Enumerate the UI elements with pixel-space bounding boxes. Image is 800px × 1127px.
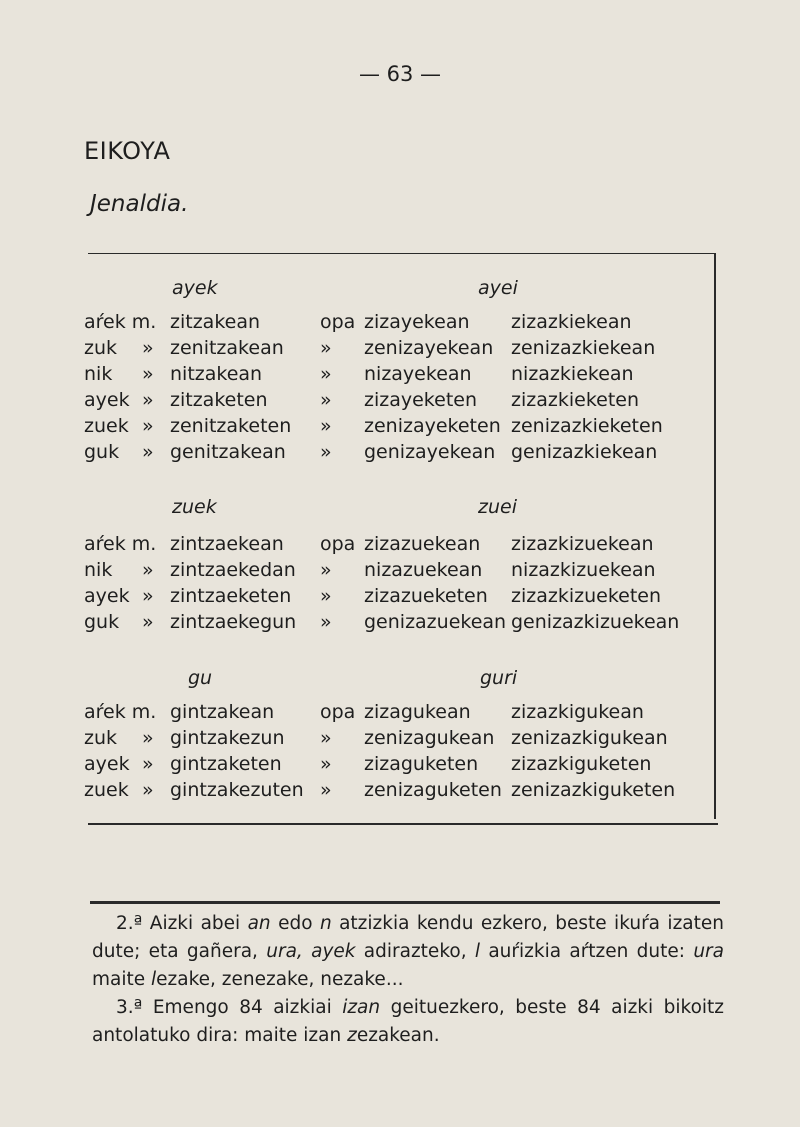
table-row — [0, 441, 800, 467]
ditto-mark: » — [142, 441, 154, 463]
verb-form-cell: genitzakean — [170, 441, 286, 463]
column-heading-right: zuei — [478, 496, 517, 518]
opa-cell: » — [320, 415, 332, 437]
ditto-mark: » — [142, 727, 154, 749]
verb-form-cell: zizazkiekean — [511, 311, 632, 333]
pronoun-cell: ayek — [84, 753, 130, 775]
verb-form-cell: zenizagukean — [364, 727, 495, 749]
table-row — [0, 753, 800, 779]
opa-cell: opa — [320, 701, 356, 723]
footnote-number: 3.ª — [116, 997, 143, 1018]
table-row — [0, 389, 800, 415]
section-subtitle: Jenaldia. — [90, 191, 189, 217]
verb-form-cell: zizazueketen — [364, 585, 488, 607]
footnotes — [92, 910, 724, 1050]
opa-cell: » — [320, 559, 332, 581]
footnote-text: auŕizkia aŕtzen dute: — [480, 941, 694, 962]
verb-form-cell: gintzaketen — [170, 753, 282, 775]
verb-form-cell: zintzaekegun — [170, 611, 297, 633]
verb-form-cell: zizazkieketen — [511, 389, 640, 411]
column-heading-left: gu — [188, 667, 213, 689]
verb-form-cell: nizayekean — [364, 363, 472, 385]
ditto-mark: » — [142, 415, 154, 437]
verb-form-cell: genizayekean — [364, 441, 496, 463]
pronoun-cell: ayek — [84, 585, 130, 607]
verb-form-cell: zizazkigukean — [511, 701, 644, 723]
verb-form-cell: zenizazkigukean — [511, 727, 668, 749]
footnote-rule — [90, 901, 720, 904]
verb-form-cell: gintzakezuten — [170, 779, 304, 801]
pronoun-cell: nik — [84, 559, 113, 581]
ditto-mark: » — [142, 585, 154, 607]
verb-form-cell: genizazkizuekean — [511, 611, 680, 633]
verb-form-cell: zizayekean — [364, 311, 470, 333]
footnote-text: maite — [92, 969, 152, 990]
table-row — [0, 363, 800, 389]
opa-cell: » — [320, 585, 332, 607]
opa-cell: opa — [320, 311, 356, 333]
column-heading-left: zuek — [172, 496, 217, 518]
table-row — [0, 533, 800, 559]
table-row — [0, 779, 800, 805]
footnote-italic: an — [247, 913, 271, 934]
verb-form-cell: zizaguketen — [364, 753, 479, 775]
opa-cell: » — [320, 363, 332, 385]
verb-form-cell: zenizayeketen — [364, 415, 501, 437]
pronoun-cell: ayek — [84, 389, 130, 411]
pronoun-cell: zuk — [84, 727, 118, 749]
page-number: — 63 — — [358, 62, 442, 86]
ditto-mark: » — [142, 389, 154, 411]
table-row — [0, 311, 800, 337]
footnote-text: edo — [270, 913, 320, 934]
footnote-italic: n — [319, 913, 332, 934]
pronoun-cell: aŕek m. — [84, 311, 157, 333]
footnote-italic: l — [151, 969, 157, 990]
footnote-text: atzizkia kendu ezkero, beste ikuŕa izaten dute; eta gañera, — [92, 913, 724, 962]
verb-form-cell: zenizayekean — [364, 337, 494, 359]
footnote-text: ezakean. — [356, 1025, 440, 1046]
verb-form-cell: zizayeketen — [364, 389, 477, 411]
verb-form-cell: genizazkiekean — [511, 441, 658, 463]
footnote-text: Emengo 84 aizkiai — [142, 997, 343, 1018]
verb-form-cell: zizazkizuekean — [511, 533, 654, 555]
ditto-mark: » — [142, 363, 154, 385]
verb-form-cell: gintzakezun — [170, 727, 285, 749]
table-border-bottom — [88, 823, 718, 825]
pronoun-cell: aŕek m. — [84, 533, 157, 555]
verb-form-cell: zenizazkieketen — [511, 415, 663, 437]
verb-form-cell: zizagukean — [364, 701, 471, 723]
table-row — [0, 585, 800, 611]
footnote-text: ezake, zenezake, nezake... — [156, 969, 404, 990]
ditto-mark: » — [142, 779, 154, 801]
footnote-italic: z — [347, 1025, 357, 1046]
footnote-text: geituezkero, beste 84 aizki bikoitz antolatuko dira: maite izan — [92, 997, 724, 1046]
table-row — [0, 611, 800, 637]
verb-form-cell: nizazuekean — [364, 559, 483, 581]
verb-form-cell: zintzaekedan — [170, 559, 296, 581]
footnote-italic: ura, ayek — [266, 941, 356, 962]
table-row — [0, 727, 800, 753]
verb-form-cell: zizazuekean — [364, 533, 481, 555]
verb-form-cell: zintzaekean — [170, 533, 284, 555]
opa-cell: » — [320, 727, 332, 749]
opa-cell: » — [320, 389, 332, 411]
pronoun-cell: guk — [84, 441, 120, 463]
pronoun-cell: zuk — [84, 337, 118, 359]
verb-form-cell: zenitzaketen — [170, 415, 292, 437]
verb-form-cell: gintzakean — [170, 701, 275, 723]
footnote-text: Aizki abei — [142, 913, 248, 934]
verb-form-cell: zintzaeketen — [170, 585, 292, 607]
pronoun-cell: guk — [84, 611, 120, 633]
ditto-mark: » — [142, 337, 154, 359]
column-heading-right: guri — [480, 667, 518, 689]
pronoun-cell: zuek — [84, 779, 129, 801]
footnote-3 — [92, 994, 724, 1050]
ditto-mark: » — [142, 753, 154, 775]
opa-cell: » — [320, 337, 332, 359]
footnote-italic: l — [474, 941, 481, 962]
pronoun-cell: aŕek m. — [84, 701, 157, 723]
verb-form-cell: nizazkizuekean — [511, 559, 656, 581]
column-heading-left: ayek — [172, 277, 218, 299]
verb-form-cell: zitzakean — [170, 311, 261, 333]
verb-form-cell: zenizaguketen — [364, 779, 502, 801]
opa-cell: » — [320, 441, 332, 463]
table-row — [0, 701, 800, 727]
verb-form-cell: zizazkizueketen — [511, 585, 662, 607]
verb-form-cell: genizazuekean — [364, 611, 507, 633]
opa-cell: » — [320, 753, 332, 775]
opa-cell: » — [320, 611, 332, 633]
footnote-italic: izan — [342, 997, 381, 1018]
footnote-italic: ura — [693, 941, 724, 962]
verb-form-cell: zenizazkiekean — [511, 337, 656, 359]
section-title: EIKOYA — [84, 137, 171, 165]
verb-form-cell: zizazkiguketen — [511, 753, 652, 775]
footnote-number: 2.ª — [116, 913, 143, 934]
table-row — [0, 415, 800, 441]
table-row — [0, 337, 800, 363]
pronoun-cell: nik — [84, 363, 113, 385]
table-row — [0, 559, 800, 585]
opa-cell: » — [320, 779, 332, 801]
footnote-text: adirazteko, — [355, 941, 475, 962]
verb-form-cell: nizazkiekean — [511, 363, 634, 385]
pronoun-cell: zuek — [84, 415, 129, 437]
ditto-mark: » — [142, 611, 154, 633]
opa-cell: opa — [320, 533, 356, 555]
footnote-2 — [92, 910, 724, 994]
verb-form-cell: nitzakean — [170, 363, 263, 385]
verb-form-cell: zenizazkiguketen — [511, 779, 676, 801]
ditto-mark: » — [142, 559, 154, 581]
column-heading-right: ayei — [478, 277, 518, 299]
verb-form-cell: zenitzakean — [170, 337, 284, 359]
table-border-top — [88, 253, 714, 254]
verb-form-cell: zitzaketen — [170, 389, 268, 411]
